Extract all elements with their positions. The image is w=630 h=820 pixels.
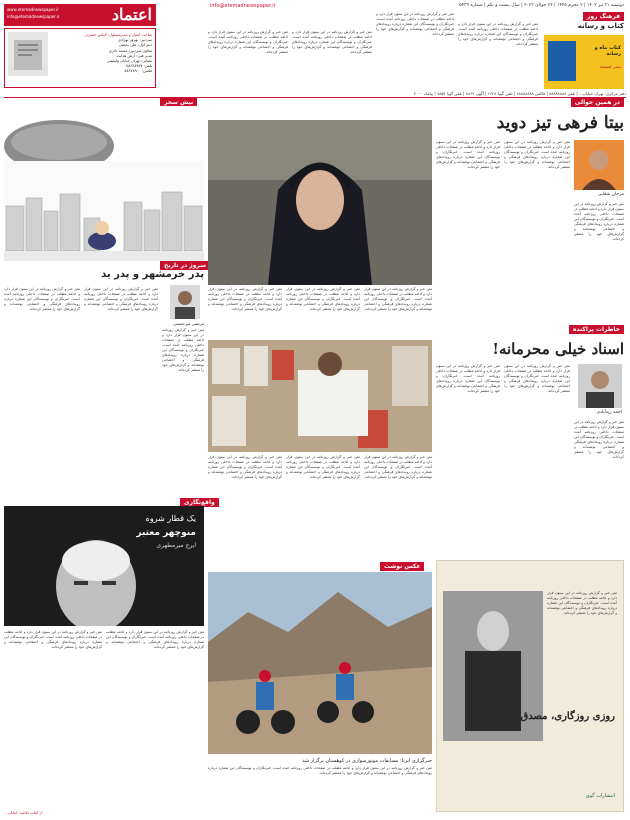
top-email[interactable]: info@etemadnewspaper.ir xyxy=(210,3,276,9)
masthead-website[interactable]: www.etemadnewspaper.ir xyxy=(7,7,59,12)
book-box-cover xyxy=(548,41,576,81)
center-mid-col-3: متن خبر و گزارش روزنامه در این ستون قرار دارد و ادامه مطلب در صفحات داخلی روزنامه آمده است. خبرنگاران و نویسندگان این شماره درباره رویدادهای فرهنگی و اجتماعی نوشته‌اند و گزارش‌های خود را منتشر کرده‌اند. xyxy=(364,455,432,479)
center-text-col-1: متن خبر و گزارش روزنامه در این ستون قرار دارد و ادامه مطلب در صفحات داخلی روزنامه آمده است. خبرنگاران و نویسندگان این شماره درباره رویدادهای فرهنگی و اجتماعی نوشته‌اند و گزارش‌های خود را منتشر کرده‌اند. xyxy=(208,287,282,311)
colophon-line: مدیر فنی: آرش هدایت xyxy=(116,52,152,58)
right-mid-col-3: متن خبر و گزارش روزنامه در این ستون قرار دارد و ادامه مطلب در صفحات داخلی روزنامه آمده است. خبرنگاران و نویسندگان این شماره درباره رویدادهای فرهنگی و اجتماعی نوشته‌اند و گزارش‌های خود را منتشر کرده‌اند. xyxy=(574,420,624,459)
left-author: مرتضی میرحسینی xyxy=(173,321,204,326)
cartoon-illustration xyxy=(4,106,204,261)
date-line: دوشنبه ۳۱ تیر ۱۴۰۲ | ۲ محرم ۱۴۴۵ | ۲۴ جولای ۲۰۲۳ | سال بیست و یکم | شماره ۵۴۳۹ xyxy=(459,3,624,8)
book-box-sub: نشر چشمه xyxy=(600,65,621,70)
right-text-col-1: متن خبر و گزارش روزنامه در این ستون قرار دارد و ادامه مطلب در صفحات داخلی روزنامه آمده است. خبرنگاران و نویسندگان این شماره درباره رویدادهای فرهنگی و اجتماعی نوشته‌اند و گزارش‌های خود را منتشر کرده‌اند. xyxy=(436,140,500,169)
left-headline: پدر خرمشهر و پدر ید xyxy=(101,269,204,280)
main-author-photo xyxy=(574,140,624,190)
left-author-photo xyxy=(170,285,200,319)
masthead-logo: اعتماد xyxy=(111,5,152,24)
footer-closing: از کتاب بلاغت خیابان... xyxy=(4,810,43,815)
top-text-col-2: متن خبر و گزارش روزنامه در این ستون قرار دارد و ادامه مطلب در صفحات داخلی روزنامه آمده است. خبرنگاران و نویسندگان این شماره درباره رویدادهای فرهنگی و اجتماعی نوشته‌اند و گزارش‌های خود را منتشر کرده‌اند. xyxy=(292,30,372,54)
masthead-logo-block xyxy=(4,4,156,26)
colophon-line: صاحب امتیاز و مدیرمسئول: الیاس حضرتی xyxy=(84,32,152,37)
ticker: دفتر مرکزی: تهران خیابان... | تلفن ۸۸۸۸۸۸۸۸ | فاکس ۸۸۸۸۸۸۸۸ | تلفن گویا ۶۶۲۸ | آگهی ۸۸۶۷ | تلفن گویا ۸۸۵۴ | پیامک ۳۰۰۰ xyxy=(4,91,626,98)
colophon xyxy=(4,28,156,88)
second-author-photo xyxy=(578,364,622,408)
section-neyshtar: نیش سحر xyxy=(160,98,197,107)
right-text-col-3: متن خبر و گزارش روزنامه در این ستون قرار دارد و ادامه مطلب در صفحات داخلی روزنامه آمده است. خبرنگاران و نویسندگان این شماره درباره رویدادهای فرهنگی و اجتماعی نوشته‌اند و گزارش‌های خود را منتشر کرده‌اند. xyxy=(574,202,624,241)
section-khaterat: خاطرات پراکنده xyxy=(569,325,624,334)
masthead-email[interactable]: info@etemadnewspaper.ir xyxy=(7,14,60,19)
top-text-col-3: متن خبر و گزارش روزنامه در این ستون قرار دارد و ادامه مطلب در صفحات داخلی روزنامه آمده است. خبرنگاران و نویسندگان این شماره درباره رویدادهای فرهنگی و اجتماعی نوشته‌اند و گزارش‌های خود را منتشر کرده‌اند. xyxy=(376,12,454,36)
second-headline: اسناد خیلی محرمانه! xyxy=(492,340,624,358)
main-author: مرجان شفایی xyxy=(597,192,624,197)
second-author: احمد زیدآبادی xyxy=(596,410,622,415)
section-shirin-tarikh: سروژ در تاریخ xyxy=(160,261,210,270)
colophon-photo xyxy=(8,32,48,76)
poster-sub: ایرج میرمطهری xyxy=(156,542,196,549)
right-text-col-2: متن خبر و گزارش روزنامه در این ستون قرار دارد و ادامه مطلب در صفحات داخلی روزنامه آمده است. خبرنگاران و نویسندگان این شماره درباره رویدادهای فرهنگی و اجتماعی نوشته‌اند و گزارش‌های خود را منتشر کرده‌اند. xyxy=(504,140,570,169)
top-text-col-4: متن خبر و گزارش روزنامه در این ستون قرار دارد و ادامه مطلب در صفحات داخلی روزنامه آمده است. خبرنگاران و نویسندگان این شماره درباره رویدادهای فرهنگی و اجتماعی نوشته‌اند و گزارش‌های خود را منتشر کرده‌اند. xyxy=(458,22,538,46)
book-box xyxy=(544,35,624,89)
colophon-line: دبیر اول: علی بخشی xyxy=(118,42,152,48)
motorbike-photo xyxy=(208,572,432,754)
colophon-line: معاون سردبیر: محمد نادری xyxy=(108,47,152,53)
section-farhang-rooz: فرهنگ روز xyxy=(583,12,624,21)
center-text-col-3: متن خبر و گزارش روزنامه در این ستون قرار دارد و ادامه مطلب در صفحات داخلی روزنامه آمده است. خبرنگاران و نویسندگان این شماره درباره رویدادهای فرهنگی و اجتماعی نوشته‌اند و گزارش‌های خود را منتشر کرده‌اند. xyxy=(364,287,432,311)
section-ekhtelaf: عکس نوشت xyxy=(380,562,424,571)
bike-caption: خبرگزاری ایرنا: مسابقات موتورسواری در کوهستان برگزار شد xyxy=(302,758,432,764)
book-ad-title: روزی روزگاری، مصدق xyxy=(520,711,615,722)
left-text-col-2: متن خبر و گزارش روزنامه در این ستون قرار دارد و ادامه مطلب در صفحات داخلی روزنامه آمده است. خبرنگاران و نویسندگان این شماره درباره رویدادهای فرهنگی و اجتماعی نوشته‌اند و گزارش‌های خود را منتشر کرده‌اند. xyxy=(84,287,158,311)
book-box-title: کتاب ماه و رسانه xyxy=(594,45,621,57)
center-bottom-text: متن خبر و گزارش روزنامه در این ستون قرار دارد و ادامه مطلب در صفحات داخلی روزنامه آمده است. خبرنگاران و نویسندگان این شماره درباره رویدادهای فرهنگی و اجتماعی نوشته‌اند و گزارش‌های خود را منتشر کرده‌اند. xyxy=(208,766,432,775)
poster-name: منوچهر معتبر xyxy=(136,528,196,538)
poster-title: یک قطار شروه xyxy=(145,514,196,523)
colophon-line: تلفن: ۸۸۶۷۸۹۸۷ xyxy=(126,63,152,69)
top-text-col-1: متن خبر و گزارش روزنامه در این ستون قرار دارد و ادامه مطلب در صفحات داخلی روزنامه آمده است. خبرنگاران و نویسندگان این شماره درباره رویدادهای فرهنگی و اجتماعی نوشته‌اند و گزارش‌های خود را منتشر کرده‌اند. xyxy=(208,30,288,54)
main-headline: بیتا فرهی تیز دوید xyxy=(496,113,624,133)
right-mid-col-1: متن خبر و گزارش روزنامه در این ستون قرار دارد و ادامه مطلب در صفحات داخلی روزنامه آمده است. خبرنگاران و نویسندگان این شماره درباره رویدادهای فرهنگی و اجتماعی نوشته‌اند و گزارش‌های خود را منتشر کرده‌اند. xyxy=(436,364,500,393)
center-text-col-2: متن خبر و گزارش روزنامه در این ستون قرار دارد و ادامه مطلب در صفحات داخلی روزنامه آمده است. خبرنگاران و نویسندگان این شماره درباره رویدادهای فرهنگی و اجتماعی نوشته‌اند و گزارش‌های خود را منتشر کرده‌اند. xyxy=(286,287,360,311)
poster-block xyxy=(4,506,204,626)
left-text-col-3: متن خبر و گزارش روزنامه در این ستون قرار دارد و ادامه مطلب در صفحات داخلی روزنامه آمده است. خبرنگاران و نویسندگان این شماره درباره رویدادهای فرهنگی و اجتماعی نوشته‌اند و گزارش‌های خود را منتشر کرده‌اند. xyxy=(162,328,204,372)
section-vaghe-negari: واقع‌نگاری xyxy=(180,498,219,507)
book-ad xyxy=(436,560,624,812)
left-bottom-col-2: متن خبر و گزارش روزنامه در این ستون قرار دارد و ادامه مطلب در صفحات داخلی روزنامه آمده است. خبرنگاران و نویسندگان این شماره درباره رویدادهای فرهنگی و اجتماعی نوشته‌اند و گزارش‌های خود را منتشر کرده‌اند. xyxy=(106,630,204,649)
book-ad-text: متن خبر و گزارش روزنامه در این ستون قرار دارد و ادامه مطلب در صفحات داخلی روزنامه آمده است. خبرنگاران و نویسندگان این شماره درباره رویدادهای فرهنگی و اجتماعی نوشته‌اند و گزارش‌های خود را منتشر کرده‌اند. xyxy=(547,591,617,615)
section-kotob: کتاب و رسانه xyxy=(577,22,624,30)
right-mid-col-2: متن خبر و گزارش روزنامه در این ستون قرار دارد و ادامه مطلب در صفحات داخلی روزنامه آمده است. خبرنگاران و نویسندگان این شماره درباره رویدادهای فرهنگی و اجتماعی نوشته‌اند و گزارش‌های خود را منتشر کرده‌اند. xyxy=(504,364,570,393)
center-mid-col-1: متن خبر و گزارش روزنامه در این ستون قرار دارد و ادامه مطلب در صفحات داخلی روزنامه آمده است. خبرنگاران و نویسندگان این شماره درباره رویدادهای فرهنگی و اجتماعی نوشته‌اند و گزارش‌های خود را منتشر کرده‌اند. xyxy=(208,455,282,479)
center-mid-col-2: متن خبر و گزارش روزنامه در این ستون قرار دارد و ادامه مطلب در صفحات داخلی روزنامه آمده است. خبرنگاران و نویسندگان این شماره درباره رویدادهای فرهنگی و اجتماعی نوشته‌اند و گزارش‌های خود را منتشر کرده‌اند. xyxy=(286,455,360,479)
colophon-line: فکس: ۸۸۶۷۸۹۰۰ xyxy=(124,68,152,74)
section-dar-hamin-havali: در همین حوالی xyxy=(571,98,624,107)
left-text-col-1: متن خبر و گزارش روزنامه در این ستون قرار دارد و ادامه مطلب در صفحات داخلی روزنامه آمده است. خبرنگاران و نویسندگان این شماره درباره رویدادهای فرهنگی و اجتماعی نوشته‌اند و گزارش‌های خود را منتشر کرده‌اند. xyxy=(4,287,80,311)
left-bottom-col-1: متن خبر و گزارش روزنامه در این ستون قرار دارد و ادامه مطلب در صفحات داخلی روزنامه آمده است. خبرنگاران و نویسندگان این شماره درباره رویدادهای فرهنگی و اجتماعی نوشته‌اند و گزارش‌های خود را منتشر کرده‌اند. xyxy=(4,630,102,649)
reader-photo xyxy=(208,340,432,452)
book-ad-sub: انتشارات گوی xyxy=(585,793,615,799)
colophon-line: نشانی: تهران خیابان ولیعصر xyxy=(107,58,152,64)
colophon-line: سردبیر: بهروز بهزادی xyxy=(117,37,152,43)
main-photo xyxy=(208,120,432,285)
